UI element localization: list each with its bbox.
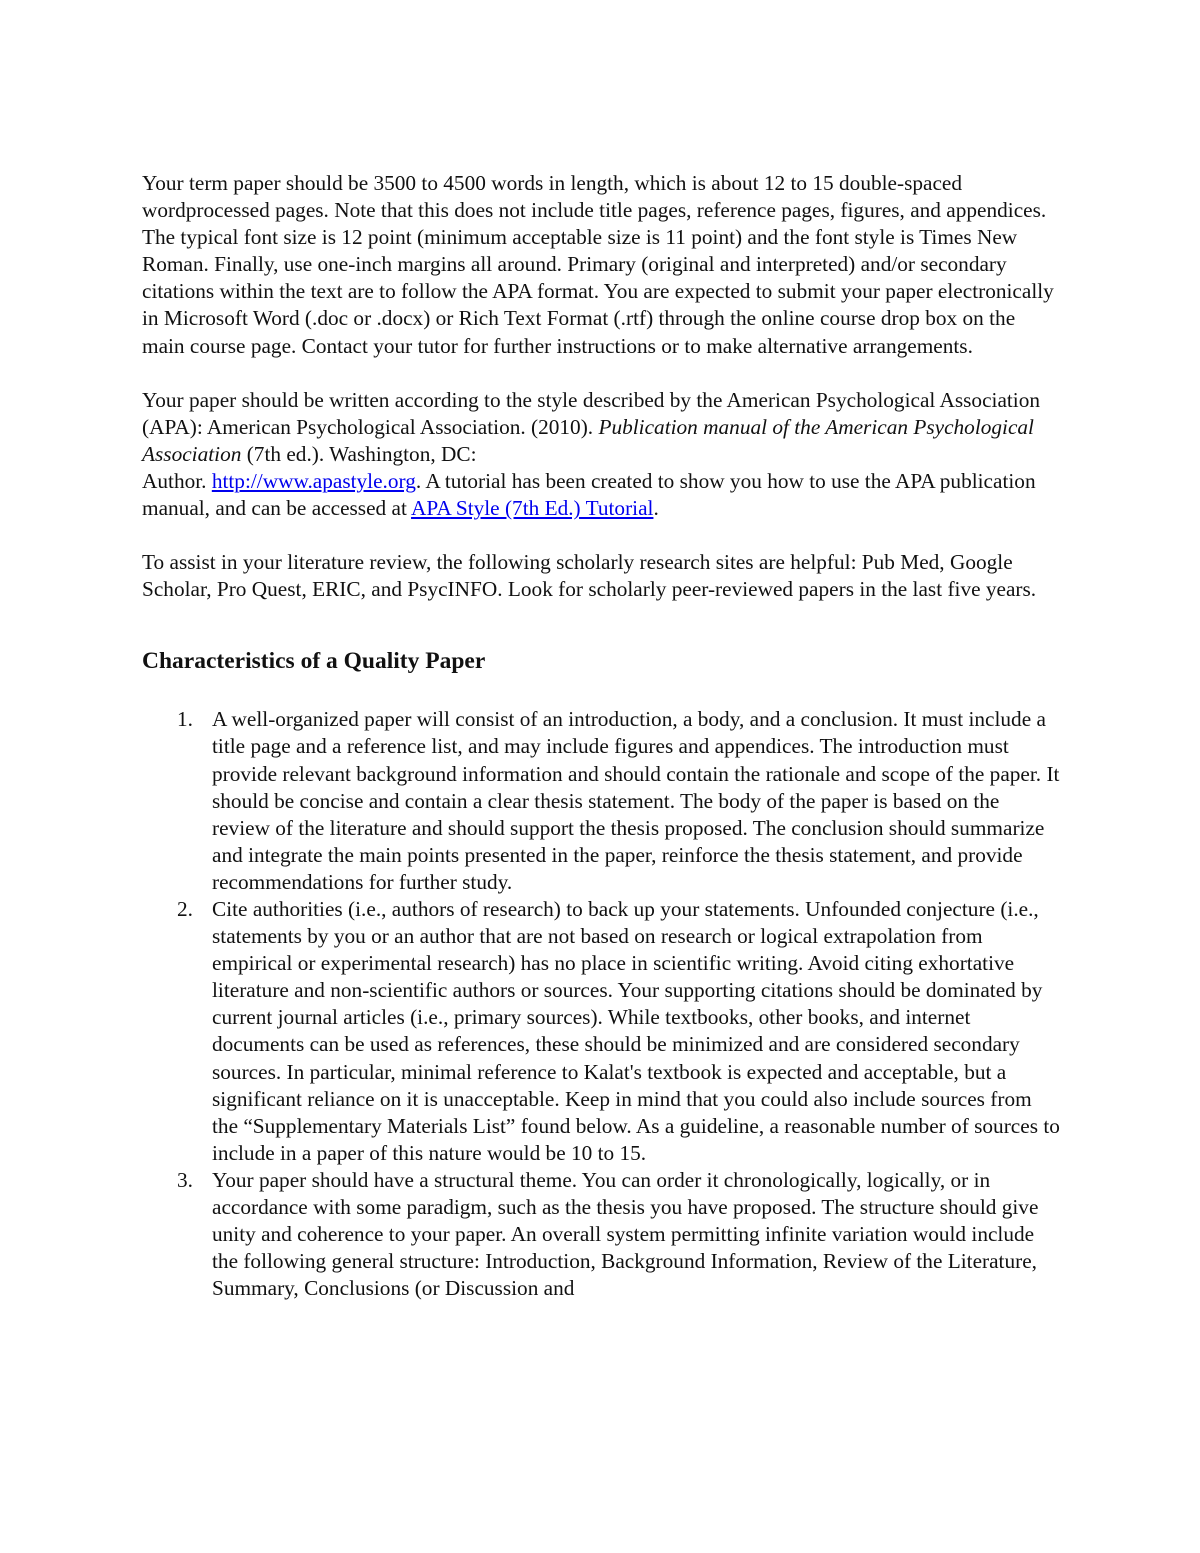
list-item-number: 3. (177, 1167, 193, 1192)
apa-text-a: Your paper should be written according to the style described by the American Psychological Association (APA): American Psychological Association. (2010). (142, 387, 1041, 439)
list-item-number: 2. (177, 896, 193, 921)
section-heading: Characteristics of a Quality Paper (142, 648, 486, 675)
apa-text-c: Author. (142, 468, 212, 493)
characteristics-list (142, 706, 1062, 1302)
list-item-text: Cite authorities (i.e., authors of research) to back up your statements. Unfounded conjecture (i.e., statements by you or an author that are not based on research or logical extrapolation from empirical or experimental research) has no place in scientific writing. Avoid citing exhortative literature and non-scientific authors or sources. Your supporting citations should be dominated by current journal articles (i.e., primary sources). While textbooks, other books, and internet documents can be used as references, these should be minimized and are considered secondary sources. In particular, minimal reference to Kalat's textbook is expected and acceptable, but a significant reliance on it is unacceptable. Keep in mind that you could also include sources from the “Supplementary Materials List” found below. As a guideline, a reasonable number of sources to include in a paper of this nature would be 10 to 15. (212, 896, 1060, 1165)
apa-manual-title: Publication manual of the American Psychological Association (142, 414, 1034, 466)
apa-text-d: . A tutorial has been created to show you how to use the APA publication manual, and can be accessed at (142, 468, 1036, 521)
list-item-number: 1. (177, 707, 193, 732)
paragraph-apa-style (142, 387, 1062, 522)
apa-text-b: (7th ed.). Washington, DC: (241, 441, 477, 466)
document-page (142, 170, 1062, 1302)
apastyle-link[interactable]: http://www.apastyle.org (211, 468, 416, 493)
apa-text-e: . (653, 496, 659, 521)
apa-tutorial-link[interactable]: APA Style (7th Ed.) Tutorial (411, 496, 654, 521)
list-item-text: A well-organized paper will consist of an introduction, a body, and a conclusion. It must include a title page and a reference list, and may include figures and appendices. The introduction must provide relevant background information and should contain the rationale and scope of the paper. It should be concise and contain a clear thesis statement. The body of the paper is based on the review of the literature and should support the thesis proposed. The conclusion should summarize and integrate the main points presented in the paper, reinforce the thesis statement, and provide recommendations for further study. (212, 707, 1060, 894)
list-item (142, 1167, 1062, 1302)
list-item (142, 706, 1062, 896)
paragraph-research-sites: To assist in your literature review, the following scholarly research sites are helpful: Pub Med, Google Scholar, Pro Quest, ERIC, and PsycINFO. Look for scholarly peer-reviewed papers in the last five years. (142, 550, 1037, 602)
list-item (142, 896, 1062, 1167)
list-item-text: Your paper should have a structural theme. You can order it chronologically, logically, or in accordance with some paradigm, such as the thesis you have proposed. The structure should give unity and coherence to your paper. An overall system permitting infinite variation would include the following general structure: Introduction, Background Information, Review of the Literature, Summary, Conclusions (or Discussion and (212, 1167, 1039, 1301)
paragraph-length-requirements: Your term paper should be 3500 to 4500 words in length, which is about 12 to 15 double-spaced wordprocessed pages. Note that this does not include title pages, reference pages, figures, and appendices. The typical font size is 12 point (minimum acceptable size is 11 point) and the font style is Times New Roman. Finally, use one-inch margins all around. Primary (original and interpreted) and/or secondary citations within the text are to follow the APA format. You are expected to submit your paper electronically in Microsoft Word (.doc or .docx) or Rich Text Format (.rtf) through the online course drop box on the main course page. Contact your tutor for further instructions or to make alternative arrangements. (142, 171, 1054, 358)
